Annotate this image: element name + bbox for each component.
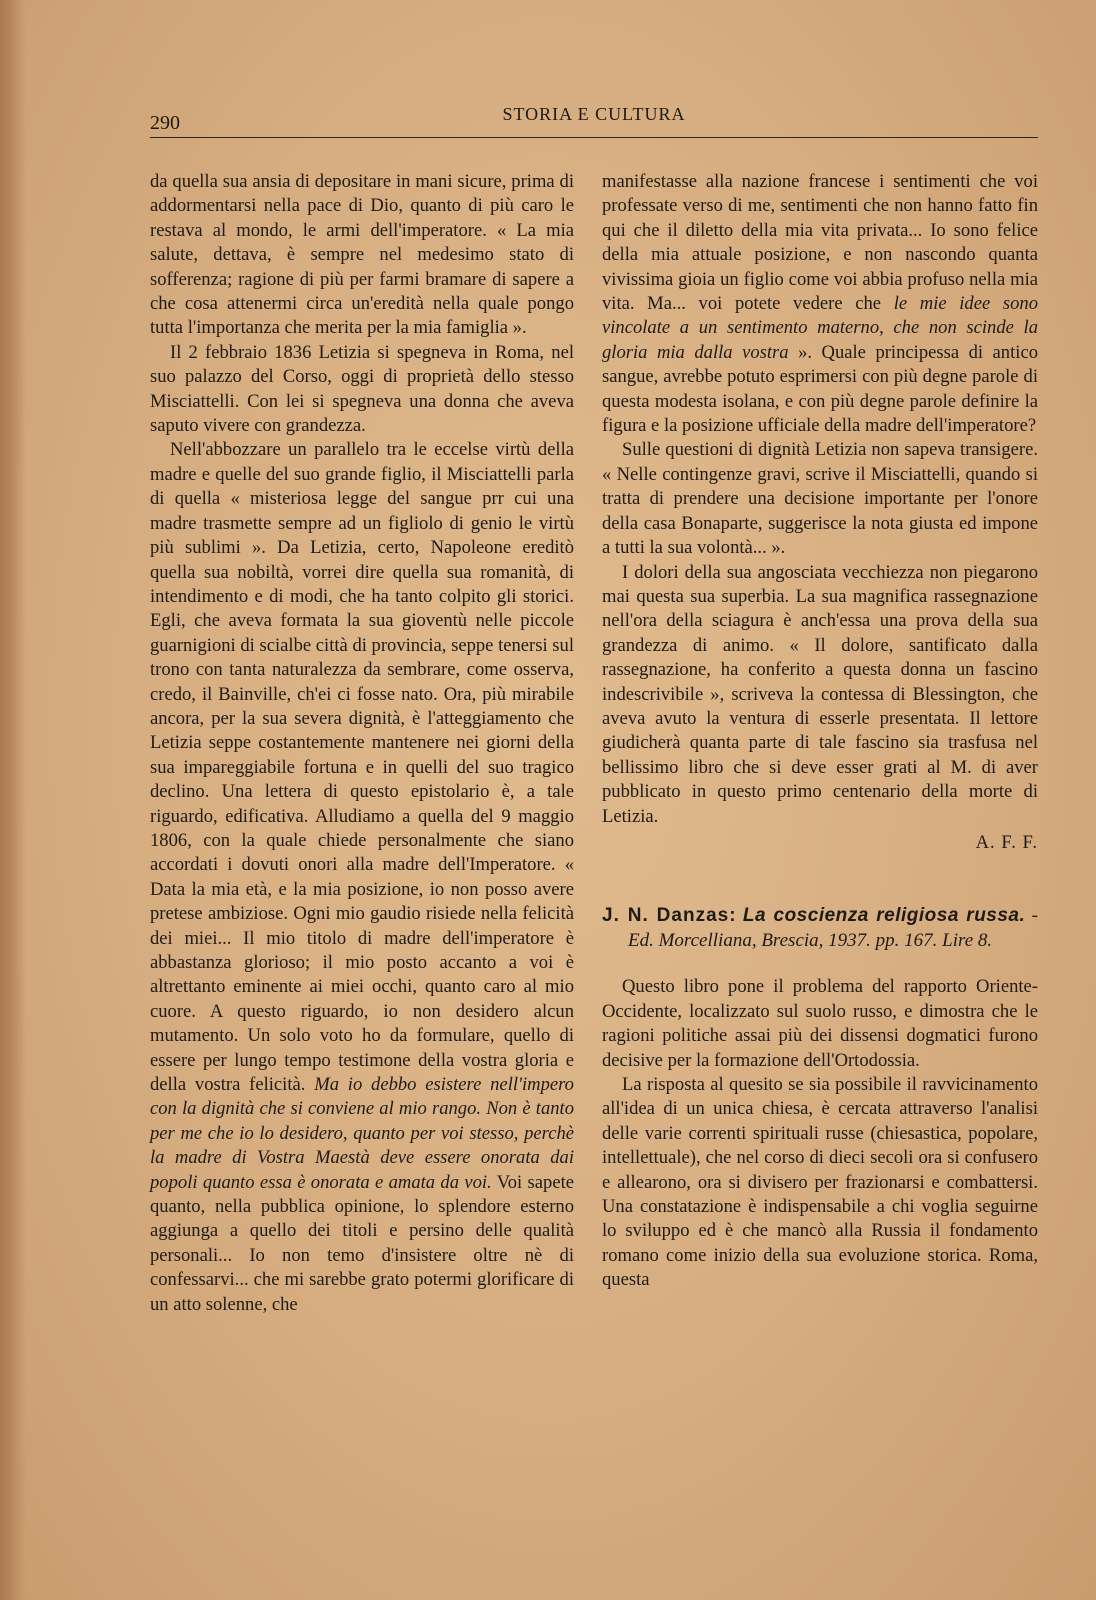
paragraph: I dolori della sua angosciata vecchiezza non piegarono mai questa sua superbia. La sua magnifica rassegnazione nell'ora della sciagura è anch'essa una prova della sua grandezza di animo. « Il dolore, santificato dalla rassegnazione, ha conferito a questa donna un fascino indescrivibile », scriveva la contessa di Blessington, che aveva avuto la ventura di esserle presentata. Il lettore giudicherà quanta parte di tale fascino sia trasfusa nel bellissimo libro che si deve esser grati al M. di aver pubblicato in questo primo centenario della morte di Letizia.	[602, 561, 1038, 827]
review-title: La coscienza religiosa russa.	[742, 905, 1026, 927]
page-header	[150, 104, 1038, 140]
running-title: STORIA E CULTURA	[502, 104, 686, 124]
paragraph	[150, 438, 574, 1317]
review-heading	[602, 903, 1038, 953]
paragraph-text: ». Quale principessa di antico sangue, avrebbe potuto esprimersi con più degne parole di questa modesta isolana, e con più degne parole definire la figura e la posizione ufficiale della madre dell'imperatore?	[602, 341, 1038, 437]
paragraph: Sulle questioni di dignità Letizia non sapeva transigere. « Nelle contingenze gravi, scrive il Misciattelli, quando si tratta di prendere una decisione importante per l'onore della casa Bonaparte, suggerisce la nota giusta ed impone a tutti la sua volontà... ».	[602, 439, 1038, 559]
paragraph: Il 2 febbraio 1836 Letizia si spegneva in Roma, nel suo palazzo del Corso, oggi di proprietà dello stesso Misciattelli. Con lei si spegneva una donna che aveva saputo vivere con grandezza.	[150, 341, 574, 437]
paragraph-text: manifestasse alla nazione francese i sentimenti che voi professate verso di me, sentimenti che non hanno fatto fin qui che il diletto della mia vita privata... Io sono felice della mia attuale posizione, e non nascondo quanta vivissima gioia un figlio come voi abbia profuso nella mia vita. Ma... voi potete vedere che	[602, 171, 1038, 315]
right-column	[602, 170, 1038, 1293]
header-rule	[150, 137, 1038, 138]
author-signature: A. F. F.	[975, 831, 1038, 853]
paragraph: da quella sua ansia di depositare in mani sicure, prima di addormentarsi nella pace di Dio, quanto di più caro le restava al mondo, le armi dell'imperatore. « La mia salute, dettava, è sempre nel medesimo stato di sofferenza; ragione di più per farmi bramare di sapere a che cosa attenermi circa un'eredità nella quale pongo tutta l'importanza che merita per la mia famiglia ».	[150, 171, 574, 339]
paragraph-text: Nell'abbozzare un parallelo tra le eccelse virtù della madre e quelle del suo grande figlio, il Misciattelli parla di quella « misteriosa legge del sangue prr cui una madre trasmette sempre ad un figliolo di genio le virtù più sublimi ». Da Letizia, certo, Napoleone ereditò quella sua nobiltà, vorrei dire quella sua romanità, di intendimento e di modi, che ha tanto colpito gli storici. Egli, che aveva formata la sua gioventù nelle piccole guarnigioni di scialbe città di provincia, seppe tenersi sul trono con tanta naturalezza da sembrare, come osserva, credo, il Bainville, ch'ei ci fosse nato. Ora, più mirabile ancora, per la sua severa dignità, è l'atteggiamento che Letizia seppe costantemente mantenere nei giorni della sua impareggiabile fortuna e in quelli del suo tragico declino. Una lettera di questo epistolario è, a tale riguardo, edificativa. Alludiamo a quella del 9 maggio 1806, con la quale chiede personalmente che siano accordati i dovuti onori alla madre dell'Imperatore. « Data la mia età, e la mia posizione, io non posso avere pretese ambiziose. Ogni mio gaudio risiede nella felicità dei miei... Il mio titolo di madre dell'imperatore è abbastanza glorioso; il mio posto accanto a voi è altrettanto eminente ai miei occhi, quanto caro al mio cuore. A questo riguardo, io non desidero alcun mutamento. Un solo voto ho da formulare, quello di essere per lungo tempo testimone della vostra gloria e della vostra felicità.	[150, 439, 574, 1096]
italic-quote: Ma io debbo esistere nell'impero con la dignità che si conviene al mio rango. Non è tanto per me che io lo desidero, quanto per voi stesso, perchè la madre di Vostra Maestà deve essere onorata dai popoli quanto essa è onorata e amata da voi.	[150, 1074, 574, 1193]
italic-quote: le mie idee sono vincolate a un sentimento materno, che non scinde la gloria mia dalla vostra	[602, 293, 1039, 363]
review-author: J. N. Danzas:	[602, 905, 737, 927]
binding-edge	[0, 0, 26, 1600]
section-gap	[602, 855, 1038, 903]
review-publication: - Ed. Morcelliana, Brescia, 1937. pp. 167. Lire 8.	[628, 905, 1038, 952]
paragraph	[602, 170, 1038, 438]
paragraph: La risposta al quesito se sia possibile il ravvicinamento all'idea di un unica chiesa, è cercata attraverso l'analisi delle varie correnti spirituali russe (chiesastica, popolare, intellettuale), che nel corso di dieci secoli ora si confusero e allearono, ora si divisero per frazionarsi e combattersi. Una constatazione è indispensabile a chi voglia seguirne lo sviluppo ed è che mancò alla Russia il fondamento romano come inizio della sua evoluzione storica. Roma, questa	[602, 1074, 1038, 1291]
paragraph-text: Voi sapete quanto, nella pubblica opinione, lo splendore esterno aggiunga a quello dei titoli e persino delle qualità personali... Io non temo d'insistere oltre nè di confessarvi... che mi sarebbe grato potermi glorificare di un atto solenne, che	[150, 1171, 574, 1315]
page-number: 290	[150, 112, 180, 134]
paragraph: Questo libro pone il problema del rapporto Oriente-Occidente, localizzato sul suolo russo, e dimostra che le ragioni politiche assai più dei dissensi dogmatici furono decisive per la formazione dell'Ortodossia.	[602, 976, 1038, 1071]
left-column	[150, 170, 574, 1317]
